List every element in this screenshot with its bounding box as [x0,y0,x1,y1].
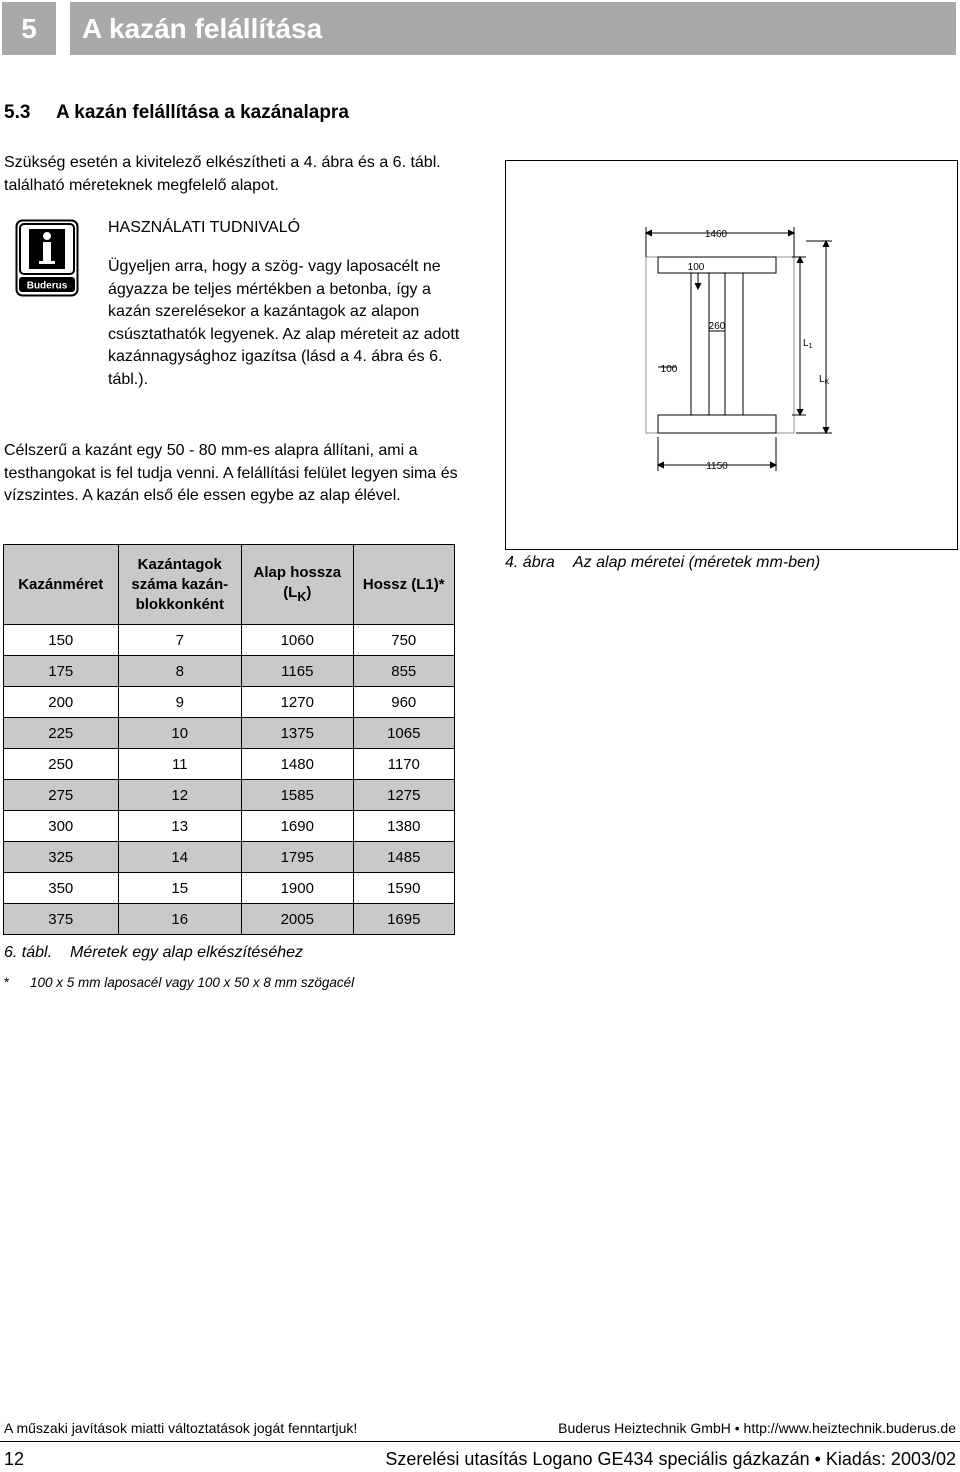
table-cell: 350 [4,873,119,904]
table-row [4,718,455,749]
figure-caption-text: Az alap méretei (méretek mm-ben) [573,554,821,571]
chapter-number: 5 [2,2,56,55]
table-cell: 1165 [242,656,353,687]
table-cell: 1695 [353,904,454,935]
base-length-label: Alap hossza (L [253,563,342,601]
chapter-title: A kazán felállítása [70,2,956,55]
label-lk-sub: K [824,379,830,386]
table-cell: 225 [4,718,119,749]
table-cell: 325 [4,842,119,873]
label-l1-letter: L [803,338,809,349]
table-row [4,811,455,842]
table-cell: 9 [118,687,242,718]
figure-caption-label: 4. ábra [505,554,555,571]
table-cell: 1590 [353,873,454,904]
col-header-sections: Kazántagok száma kazán-blokkonként [118,545,242,625]
intro-paragraph: Szükség esetén a kivitelező elkészítheti a 4. ábra és a 6. tábl. található méreteknek megfelelő alapot. [4,154,441,194]
table-cell: 750 [353,625,454,656]
dim-label-1460: 1460 [704,229,728,240]
table-row [4,687,455,718]
label-lk-letter: L [819,374,825,385]
base-length-sub: K [297,589,307,604]
left-rail [691,273,709,415]
footer-disclaimer: A műszaki javítások miatti változtatások jogát fenntartjuk! [4,1420,358,1436]
dimensions-table [3,544,455,935]
footnote-text: 100 x 5 mm laposacél vagy 100 x 50 x 8 mm szögacél [30,975,355,990]
table-cell: 2005 [242,904,353,935]
recommendation-paragraph: Célszerű a kazánt egy 50 - 80 mm-es alapra állítani, ami a testhangokat is fel tudja venni. A felállítási felület legyen sima és vízszintes. A kazán első éle essen egybe az alap élével. [4,442,458,504]
table-cell: 150 [4,625,119,656]
buderus-logo-text: Buderus [26,280,68,292]
table-row [4,749,455,780]
table-cell: 375 [4,904,119,935]
section-number: 5.3 [4,102,31,123]
dim-label-1150: 1150 [706,461,728,472]
label-l1 [803,338,813,350]
section-title: A kazán felállítása a kazánalapra [56,102,349,123]
dim-label-flange-100: 100 [687,262,705,273]
label-l1-sub: 1 [808,343,813,350]
table-row [4,780,455,811]
footer-company: Buderus Heiztechnik GmbH • http://www.heiztechnik.buderus.de [558,1420,956,1436]
table-cell: 1060 [242,625,353,656]
dim-label-260: 260 [708,321,726,332]
table-row [4,842,455,873]
table-caption-text: Méretek egy alap elkészítéséhez [70,944,304,961]
table-cell: 200 [4,687,119,718]
table-cell: 1065 [353,718,454,749]
table-row [4,656,455,687]
table-cell: 1380 [353,811,454,842]
table-cell: 8 [118,656,242,687]
col-header-length-l1: Hossz (L1)* [353,545,454,625]
notice-title: HASZNÁLATI TUDNIVALÓ [108,219,301,236]
bottom-flange [658,415,776,433]
table-cell: 1170 [353,749,454,780]
notice-body: Ügyeljen arra, hogy a szög- vagy laposacélt ne ágyazza be teljes mértékben a betonba, így a kazán szerelésekor a kazántagok az alapon csúsztathatók legyenek. Az alap méreteit az adott kazánnagysághoz igazítsa (lásd a 4. ábra és 6. tábl.). [108,258,460,388]
table-cell: 16 [118,904,242,935]
table-cell: 1275 [353,780,454,811]
top-flange [658,257,776,273]
table-cell: 1270 [242,687,353,718]
table-cell: 1900 [242,873,353,904]
table-footnote [4,975,354,990]
info-notice-icon [15,219,79,297]
footnote-mark: * [4,975,10,990]
table-cell: 11 [118,749,242,780]
right-rail [725,273,743,415]
table-cell: 960 [353,687,454,718]
base-length-close: ) [306,583,312,601]
table-cell: 175 [4,656,119,687]
foundation-diagram [506,161,957,549]
page-number: 12 [4,1449,25,1469]
foundation-figure [505,160,958,550]
table-cell: 1480 [242,749,353,780]
document-title: Szerelési utasítás Logano GE434 speciális gázkazán • Kiadás: 2003/02 [385,1449,956,1469]
table-cell: 7 [118,625,242,656]
table-header-row [4,545,455,625]
table-cell: 14 [118,842,242,873]
table-cell: 15 [118,873,242,904]
table-caption [4,944,303,962]
table-caption-label: 6. tábl. [4,944,53,961]
table-cell: 855 [353,656,454,687]
col-header-base-length [242,545,353,625]
figure-caption [505,554,820,572]
table-cell: 13 [118,811,242,842]
table-row [4,904,455,935]
section-heading [4,102,349,124]
table-cell: 275 [4,780,119,811]
label-lk [819,374,830,386]
table-cell: 1795 [242,842,353,873]
col-header-boiler-size: Kazánméret [4,545,119,625]
table-row [4,625,455,656]
footer-divider [0,1441,960,1442]
table-cell: 250 [4,749,119,780]
table-cell: 1485 [353,842,454,873]
table-cell: 10 [118,718,242,749]
table-cell: 1585 [242,780,353,811]
table-cell: 1690 [242,811,353,842]
table-cell: 300 [4,811,119,842]
table-row [4,873,455,904]
dim-label-side-100: 100 [660,364,678,375]
table-cell: 1375 [242,718,353,749]
table-cell: 12 [118,780,242,811]
